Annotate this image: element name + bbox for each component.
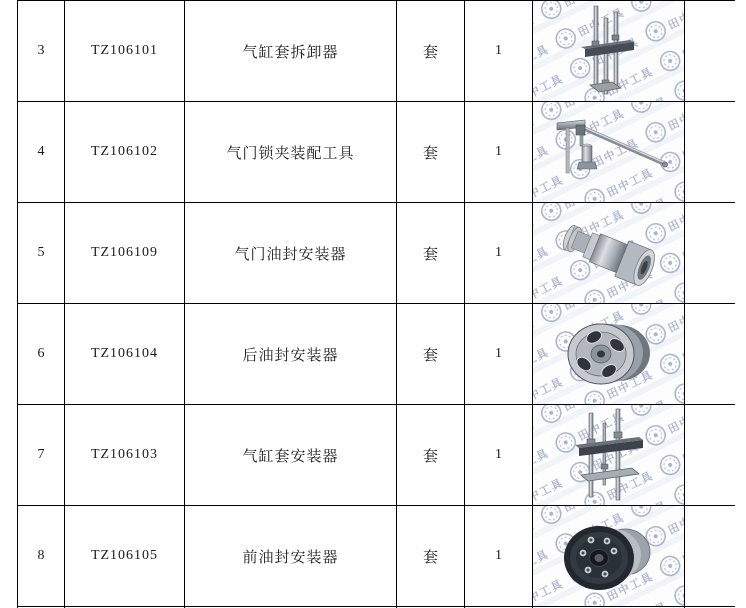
part-code-cell: TZ106104 <box>65 304 185 405</box>
part-name-cell: 后油封安装器 <box>185 304 397 405</box>
tool-image-front-oil-seal-installer <box>533 506 684 606</box>
empty-cell <box>685 304 736 405</box>
tool-image-valve-lock-assembly-tool <box>533 102 684 202</box>
part-code-cell: TZ106109 <box>65 203 185 304</box>
empty-cell <box>685 102 736 203</box>
unit-cell: 套 <box>397 506 465 607</box>
table-row <box>18 405 736 506</box>
quantity-cell: 1 <box>465 203 533 304</box>
part-code-cell: TZ106103 <box>65 405 185 506</box>
unit-cell: 套 <box>397 1 465 102</box>
part-code-cell: TZ106102 <box>65 102 185 203</box>
tool-image-cell <box>533 405 685 506</box>
row-number-cell: 7 <box>18 405 65 506</box>
quantity-cell: 1 <box>465 1 533 102</box>
row-number-cell: 8 <box>18 506 65 607</box>
table-row <box>18 304 736 405</box>
tool-image-cell <box>533 1 685 102</box>
empty-cell <box>685 506 736 607</box>
parts-table-wrap <box>17 0 735 608</box>
quantity-cell: 1 <box>465 102 533 203</box>
unit-cell: 套 <box>397 304 465 405</box>
part-name-cell: 气门油封安装器 <box>185 203 397 304</box>
quantity-cell: 1 <box>465 304 533 405</box>
table-row <box>18 506 736 607</box>
tool-image-cell <box>533 203 685 304</box>
tool-image-cell <box>533 304 685 405</box>
tool-image-cell <box>533 506 685 607</box>
tool-image-cylinder-liner-installer <box>533 405 684 505</box>
row-number-cell: 3 <box>18 1 65 102</box>
tool-image-cell <box>533 102 685 203</box>
part-code-cell: TZ106101 <box>65 1 185 102</box>
parts-table <box>17 0 735 608</box>
row-number-cell: 6 <box>18 304 65 405</box>
unit-cell: 套 <box>397 405 465 506</box>
part-name-cell: 前油封安装器 <box>185 506 397 607</box>
table-row <box>18 1 736 102</box>
tool-image-rear-oil-seal-installer <box>533 304 684 404</box>
empty-cell <box>685 1 736 102</box>
part-name-cell: 气缸套拆卸器 <box>185 1 397 102</box>
part-code-cell: TZ106105 <box>65 506 185 607</box>
table-row <box>18 203 736 304</box>
row-number-cell: 5 <box>18 203 65 304</box>
tool-image-valve-oil-seal-installer <box>533 203 684 303</box>
unit-cell: 套 <box>397 102 465 203</box>
unit-cell: 套 <box>397 203 465 304</box>
part-name-cell: 气缸套安装器 <box>185 405 397 506</box>
part-name-cell: 气门锁夹装配工具 <box>185 102 397 203</box>
empty-cell <box>685 203 736 304</box>
quantity-cell: 1 <box>465 405 533 506</box>
tool-image-cylinder-liner-remover <box>533 1 684 101</box>
row-number-cell: 4 <box>18 102 65 203</box>
quantity-cell: 1 <box>465 506 533 607</box>
empty-cell <box>685 405 736 506</box>
table-row <box>18 102 736 203</box>
